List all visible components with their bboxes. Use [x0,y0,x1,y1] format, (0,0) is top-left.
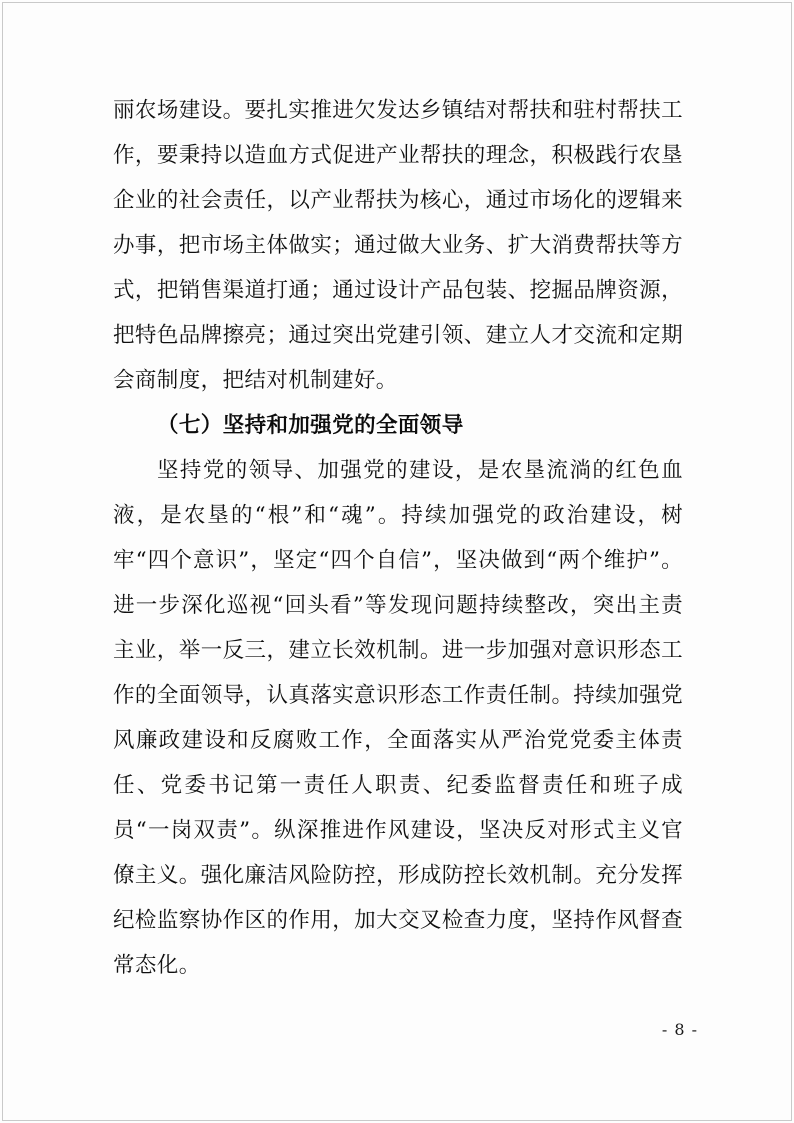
section-body-paragraph: 坚持党的领导、加强党的建设，是农垦流淌的红色血液，是农垦的“根”和“魂”。持续加强党的政治建设，树牢“四个意识”，坚定“四个自信”，坚决做到“两个维护”。进一步深化巡视“回头看”等发现问题持续整改，突出主责主业，举一反三，建立长效机制。进一步加强对意识形态工作的全面领导，认真落实意识形态工作责任制。持续加强党风廉政建设和反腐败工作，全面落实从严治党党委主体责任、党委书记第一责任人职责、纪委监督责任和班子成员“一岗双责”。纵深推进作风建设，坚决反对形式主义官僚主义。强化廉洁风险防控，形成防控长效机制。充分发挥纪检监察协作区的作用，加大交叉检查力度，坚持作风督查常态化。 [113,458,683,978]
paragraph-continued: 丽农场建设。要扎实推进欠发达乡镇结对帮扶和驻村帮扶工作，要秉持以造血方式促进产业帮扶的理念，积极践行农垦企业的社会责任，以产业帮扶为核心，通过市场化的逻辑来办事，把市场主体做实；通过做大业务、扩大消费帮扶等方式，把销售渠道打通；通过设计产品包装、挖掘品牌资源，把特色品牌擦亮；通过突出党建引领、建立人才交流和定期会商制度，把结对机制建好。 [113,98,683,393]
section-heading: （七）坚持和加强党的全面领导 [157,413,464,438]
page-number: - 8 - [661,1020,698,1039]
page-content [113,88,683,988]
